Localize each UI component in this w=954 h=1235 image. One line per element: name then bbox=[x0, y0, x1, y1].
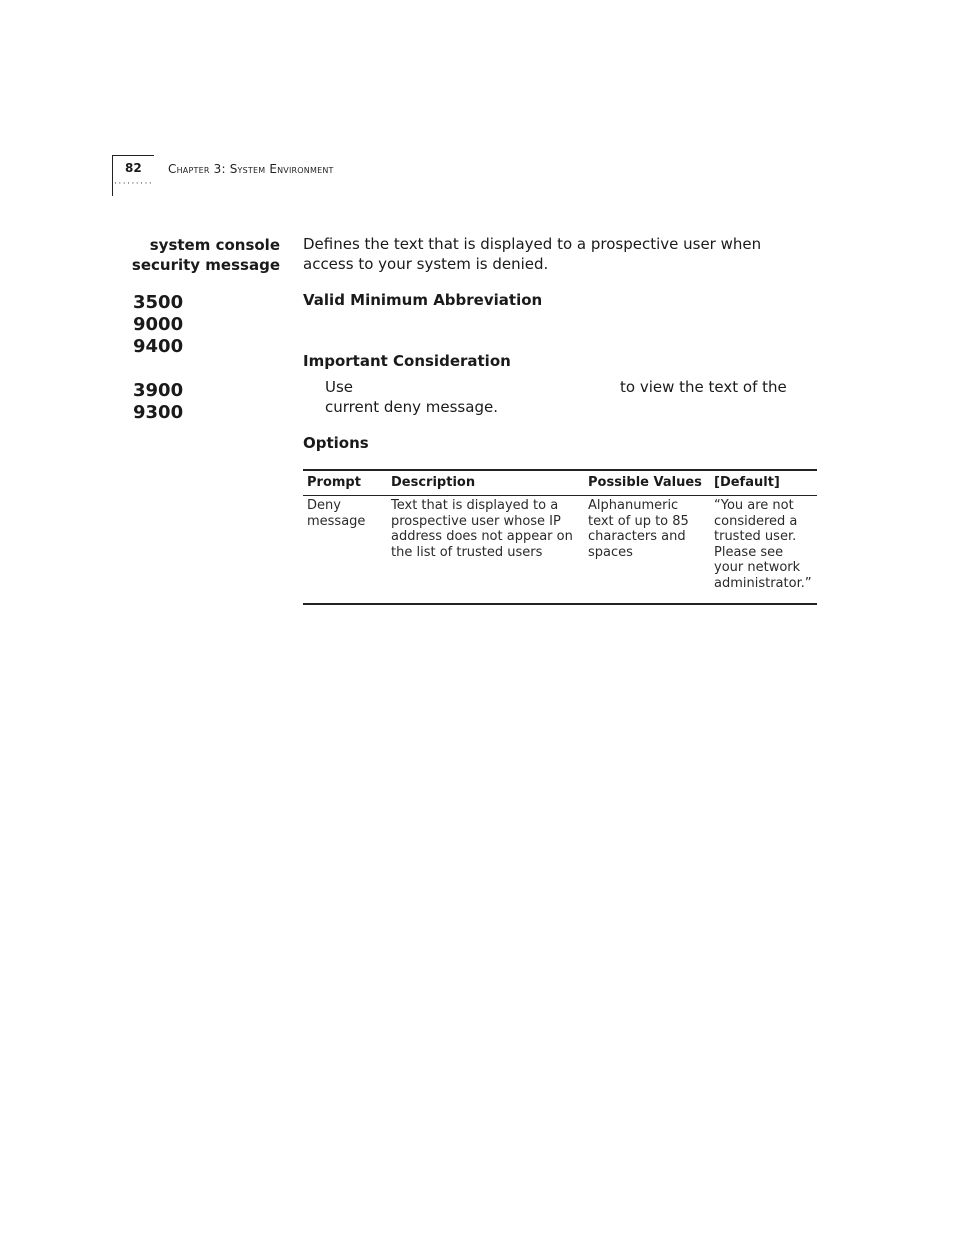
platform-item: 3500 bbox=[133, 292, 184, 313]
column-header-default: [Default] bbox=[710, 471, 817, 496]
table-header-row bbox=[303, 471, 817, 496]
options-table bbox=[303, 469, 817, 605]
command-description: Defines the text that is displayed to a prospective user when access to your system is denied. bbox=[303, 235, 762, 273]
table-row bbox=[303, 496, 817, 604]
platform-gap bbox=[133, 358, 183, 380]
consideration-line2-text: current deny message. bbox=[325, 398, 498, 416]
page-number: 82 bbox=[125, 161, 142, 175]
cell-prompt: Deny message bbox=[307, 498, 366, 529]
platform-item: 9000 bbox=[133, 314, 184, 335]
column-header-prompt: Prompt bbox=[303, 471, 387, 496]
valid-min-abbrev-heading: Valid Minimum Abbreviation bbox=[303, 291, 543, 309]
platform-item: 9400 bbox=[133, 336, 184, 357]
consideration-rest-text: to view the text of the bbox=[620, 378, 787, 396]
consideration-use-text: Use bbox=[325, 378, 354, 396]
cell-description: Text that is displayed to a prospective user whose IP address does not appear on the list of trusted users bbox=[391, 498, 573, 560]
column-header-description: Description bbox=[387, 471, 584, 496]
platform-item: 9300 bbox=[133, 402, 184, 423]
header-dots-decoration: ········· bbox=[114, 179, 154, 189]
command-name-line2: security message bbox=[131, 256, 280, 274]
important-consideration-heading: Important Consideration bbox=[303, 352, 511, 370]
column-header-possible-values: Possible Values bbox=[584, 471, 710, 496]
platform-item: 3900 bbox=[133, 380, 184, 401]
options-heading: Options bbox=[303, 434, 369, 452]
cell-default: “You are not considered a trusted user. Please see your network administrator.” bbox=[714, 498, 812, 591]
command-name-line1: system console bbox=[149, 236, 280, 254]
platform-list bbox=[133, 292, 183, 424]
chapter-title: Chapter 3: System Environment bbox=[168, 162, 334, 176]
cell-possible-values: Alphanumeric text of up to 85 characters and spaces bbox=[588, 498, 689, 560]
command-name bbox=[132, 235, 280, 275]
